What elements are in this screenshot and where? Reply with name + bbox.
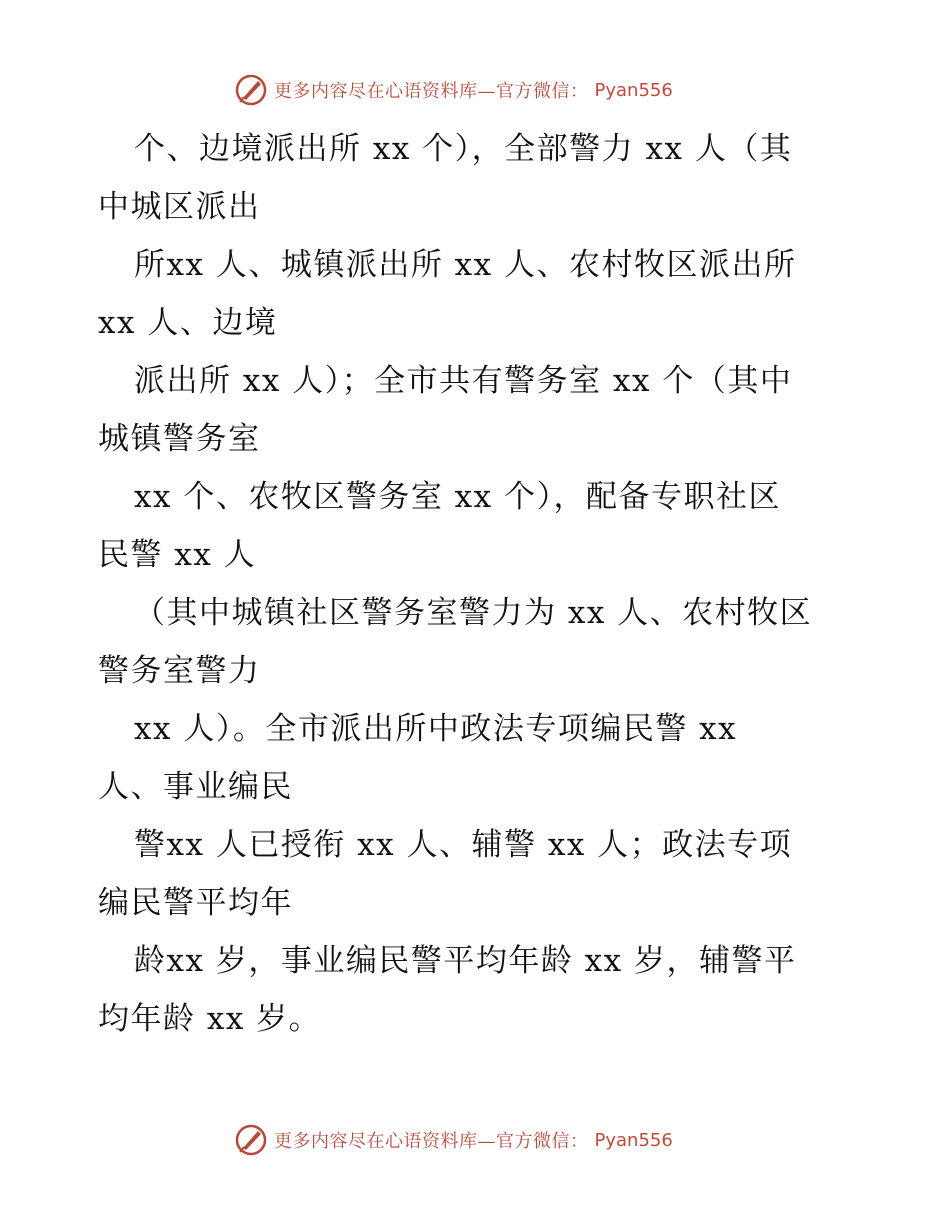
footer-wechat-id: Pyan556 xyxy=(594,1129,673,1151)
body-line: xx 人）。全市派出所中政法专项编民警 xx xyxy=(134,711,738,747)
body-line: 个、边境派出所 xx 个），全部警力 xx 人（其 xyxy=(134,131,793,167)
footer-banner xyxy=(234,1120,673,1160)
quill-logo-icon xyxy=(234,73,268,107)
body-line: 均年龄 xx 岁。 xyxy=(98,1001,322,1037)
document-body xyxy=(98,120,858,1048)
body-line: 编民警平均年 xyxy=(98,885,293,921)
footer-banner-text: 更多内容尽在心语资料库—官方微信： xyxy=(274,1131,589,1152)
body-line: 所xx 人、城镇派出所 xx 人、农村牧区派出所 xyxy=(134,247,797,283)
header-banner xyxy=(234,70,673,110)
body-line: xx 个、农牧区警务室 xx 个），配备专职社区 xyxy=(134,479,781,515)
body-line: 派出所 xx 人）；全市共有警务室 xx 个（其中 xyxy=(134,363,793,399)
body-line: 龄xx 岁，事业编民警平均年龄 xx 岁，辅警平 xyxy=(134,943,797,979)
body-line: xx 人、边境 xyxy=(98,305,278,341)
body-line: 警xx 人已授衔 xx 人、辅警 xx 人；政法专项 xyxy=(134,827,793,863)
body-line: 人、事业编民 xyxy=(98,769,293,805)
header-banner-text: 更多内容尽在心语资料库—官方微信： xyxy=(274,81,589,102)
body-line: 城镇警务室 xyxy=(98,421,261,457)
header-wechat-id: Pyan556 xyxy=(594,79,673,101)
body-line: 民警 xx 人 xyxy=(98,537,257,573)
body-line: 警务室警力 xyxy=(98,653,261,689)
quill-logo-icon xyxy=(234,1123,268,1157)
body-line: （其中城镇社区警务室警力为 xx 人、农村牧区 xyxy=(134,595,813,631)
body-line: 中城区派出 xyxy=(98,189,261,225)
